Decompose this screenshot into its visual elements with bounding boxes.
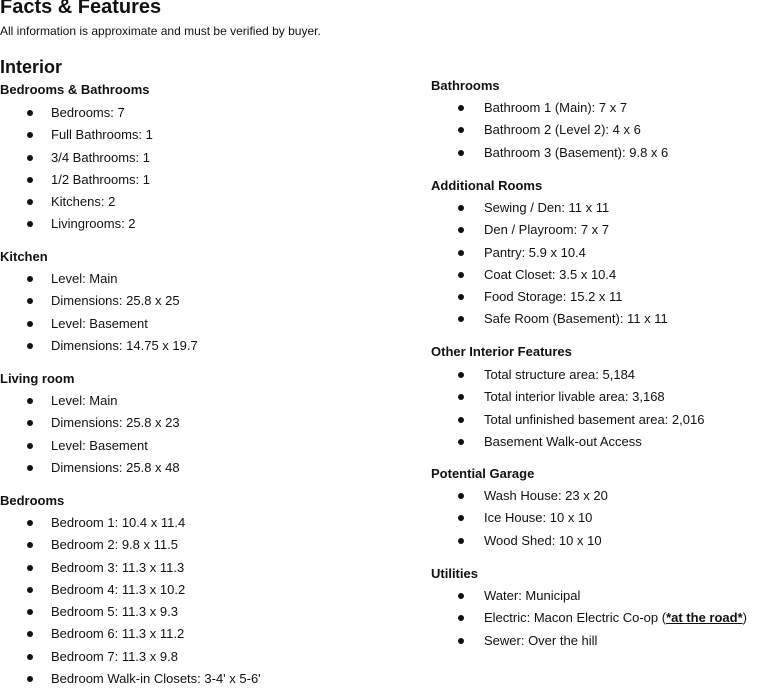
- list-item-text: Sewer: Over the hill: [484, 632, 598, 648]
- bullet-icon: [458, 205, 464, 211]
- bullet-icon: [458, 250, 464, 256]
- list-item: [0, 435, 180, 457]
- page-subtitle: All information is approximate and must be verified by buyer.: [0, 24, 321, 38]
- bullet-icon: [458, 615, 464, 621]
- list-item-text: Den / Playroom: 7 x 7: [484, 222, 609, 238]
- list-item-text: 3/4 Bathrooms: 1: [51, 149, 150, 165]
- bedrooms-list: [0, 512, 261, 690]
- list-item: [431, 607, 747, 629]
- bullet-icon: [27, 343, 33, 349]
- living-room-heading: Living room: [0, 371, 75, 386]
- bullet-icon: [27, 177, 33, 183]
- list-item-text: Wood Shed: 10 x 10: [484, 532, 602, 548]
- list-item-text: Wash House: 23 x 20: [484, 488, 608, 503]
- bullet-icon: [458, 439, 464, 445]
- list-item: [0, 213, 153, 235]
- bullet-icon: [27, 654, 33, 660]
- list-item: [0, 623, 261, 645]
- list-item: [431, 264, 668, 286]
- bullet-icon: [458, 372, 464, 378]
- bullet-icon: [458, 593, 464, 599]
- list-item-text: Ice House: 10 x 10: [484, 510, 593, 526]
- bullet-icon: [27, 321, 33, 327]
- list-item: [0, 557, 261, 579]
- bullet-icon: [27, 110, 33, 116]
- list-item: [431, 242, 668, 264]
- list-item: [0, 191, 153, 213]
- list-item: [0, 169, 153, 191]
- living-room-list: [0, 390, 180, 479]
- bullet-icon: [458, 515, 464, 521]
- list-item-text: Level: Main: [51, 393, 118, 408]
- potential-garage-heading: Potential Garage: [431, 466, 535, 481]
- list-item-text: Bathroom 1 (Main): 7 x 7: [484, 100, 628, 115]
- list-item-text: Pantry: 5.9 x 10.4: [484, 244, 586, 260]
- list-item: [0, 268, 198, 290]
- additional-rooms-heading: Additional Rooms: [431, 178, 543, 193]
- list-item: [0, 102, 153, 124]
- electric-suffix-text: ): [742, 610, 747, 626]
- list-item: [0, 534, 261, 556]
- list-item-text: Level: Basement: [51, 315, 148, 331]
- kitchen-heading: Kitchen: [0, 249, 48, 264]
- bullet-icon: [458, 417, 464, 423]
- list-item-text: Total unfinished basement area: 2,016: [484, 411, 705, 427]
- list-item-text: Water: Municipal: [484, 588, 581, 603]
- list-item: [431, 197, 668, 219]
- list-item-text: Coat Closet: 3.5 x 10.4: [484, 266, 617, 282]
- bedrooms-heading: Bedrooms: [0, 493, 65, 508]
- utilities-heading: Utilities: [431, 566, 478, 581]
- bullet-icon: [27, 587, 33, 593]
- list-item: [0, 601, 261, 623]
- list-item-text: Bathroom 2 (Level 2): 4 x 6: [484, 122, 641, 138]
- bullet-icon: [458, 294, 464, 300]
- list-item: [431, 364, 704, 386]
- other-interior-features-list: [431, 364, 704, 453]
- bullet-icon: [458, 638, 464, 644]
- utilities-list: [431, 585, 747, 652]
- page-title: Facts & Features: [0, 0, 162, 18]
- list-item: [431, 630, 747, 652]
- list-item-text: Bedroom 4: 11.3 x 10.2: [51, 581, 186, 597]
- bullet-icon: [27, 276, 33, 282]
- bullet-icon: [27, 465, 33, 471]
- list-item-text: Basement Walk-out Access: [484, 433, 642, 449]
- list-item-text: Full Bathrooms: 1: [51, 127, 153, 143]
- list-item: [0, 512, 261, 534]
- list-item-text: Sewing / Den: 11 x 11: [484, 200, 610, 215]
- list-item-text: Level: Main: [51, 271, 118, 286]
- bullet-icon: [27, 132, 33, 138]
- list-item: [0, 457, 180, 479]
- list-item: [431, 308, 668, 330]
- list-item-text: Dimensions: 25.8 x 48: [51, 459, 180, 475]
- list-item: [431, 507, 608, 529]
- kitchen-list: [0, 268, 198, 357]
- list-item: [0, 412, 180, 434]
- bullet-icon: [27, 542, 33, 548]
- bullet-icon: [458, 227, 464, 233]
- bullet-icon: [458, 316, 464, 322]
- potential-garage-list: [431, 485, 608, 552]
- list-item: [431, 286, 668, 308]
- bullet-icon: [27, 221, 33, 227]
- bullet-icon: [458, 493, 464, 499]
- list-item: [0, 147, 153, 169]
- list-item: [431, 485, 608, 507]
- list-item-text: Bedroom Walk-in Closets: 3-4' x 5-6': [51, 671, 261, 687]
- list-item-text: Bedroom 3: 11.3 x 11.3: [51, 559, 185, 575]
- list-item-text: Bedroom 7: 11.3 x 9.8: [51, 648, 178, 664]
- bathrooms-heading: Bathrooms: [431, 78, 500, 93]
- bullet-icon: [27, 298, 33, 304]
- list-item: [431, 219, 668, 241]
- list-item-text: Bathroom 3 (Basement): 9.8 x 6: [484, 144, 669, 160]
- list-item: [0, 313, 198, 335]
- bullet-icon: [458, 272, 464, 278]
- list-item: [431, 585, 747, 607]
- bullet-icon: [27, 609, 33, 615]
- list-item: [0, 579, 261, 601]
- bullet-icon: [27, 155, 33, 161]
- other-interior-features-heading: Other Interior Features: [431, 344, 572, 359]
- bedrooms-bathrooms-list: [0, 102, 153, 236]
- list-item-text: Bedrooms: 7: [51, 105, 125, 120]
- bullet-icon: [27, 520, 33, 526]
- bullet-icon: [27, 631, 33, 637]
- list-item-text: Dimensions: 25.8 x 25: [51, 293, 180, 309]
- bullet-icon: [458, 150, 464, 156]
- list-item-text: Level: Basement: [51, 437, 148, 453]
- bullet-icon: [27, 398, 33, 404]
- bullet-icon: [458, 105, 464, 111]
- bullet-icon: [27, 443, 33, 449]
- bullet-icon: [27, 676, 33, 682]
- list-item-text: Food Storage: 15.2 x 11: [484, 289, 623, 305]
- list-item-text: Dimensions: 25.8 x 23: [51, 415, 180, 431]
- list-item-text: Kitchens: 2: [51, 194, 116, 210]
- list-item: [431, 119, 668, 141]
- bullet-icon: [458, 394, 464, 400]
- interior-heading: Interior: [0, 57, 63, 77]
- list-item-text: Total interior livable area: 3,168: [484, 389, 665, 405]
- additional-rooms-list: [431, 197, 668, 331]
- list-item: [0, 646, 261, 668]
- list-item: [0, 124, 153, 146]
- list-item: [431, 431, 704, 453]
- list-item-text: Bedroom 6: 11.3 x 11.2: [51, 626, 185, 642]
- at-the-road-emphasis: *at the road*: [666, 610, 743, 626]
- list-item: [0, 335, 198, 357]
- list-item: [0, 290, 198, 312]
- bathrooms-list: [431, 97, 668, 164]
- bullet-icon: [27, 565, 33, 571]
- list-item-text: 1/2 Bathrooms: 1: [51, 171, 150, 187]
- list-item: [431, 97, 668, 119]
- bedrooms-bathrooms-heading: Bedrooms & Bathrooms: [0, 82, 150, 97]
- bullet-icon: [27, 199, 33, 205]
- list-item-text: Bedroom 1: 10.4 x 11.4: [51, 515, 186, 530]
- list-item: [0, 390, 180, 412]
- electric-prefix-text: Electric: Macon Electric Co-op (: [484, 610, 667, 626]
- list-item: [431, 409, 704, 431]
- list-item-text: Safe Room (Basement): 11 x 11: [484, 311, 668, 327]
- list-item: [431, 530, 608, 552]
- bullet-icon: [458, 127, 464, 133]
- list-item-text: Total structure area: 5,184: [484, 367, 636, 382]
- list-item-text: Dimensions: 14.75 x 19.7: [51, 337, 198, 353]
- list-item-text: Bedroom 2: 9.8 x 11.5: [51, 537, 178, 553]
- bullet-icon: [458, 538, 464, 544]
- list-item-text: Bedroom 5: 11.3 x 9.3: [51, 604, 178, 620]
- list-item-text: Livingrooms: 2: [51, 216, 136, 232]
- bullet-icon: [27, 420, 33, 426]
- list-item: [431, 386, 704, 408]
- list-item: [0, 668, 261, 690]
- list-item: [431, 142, 668, 164]
